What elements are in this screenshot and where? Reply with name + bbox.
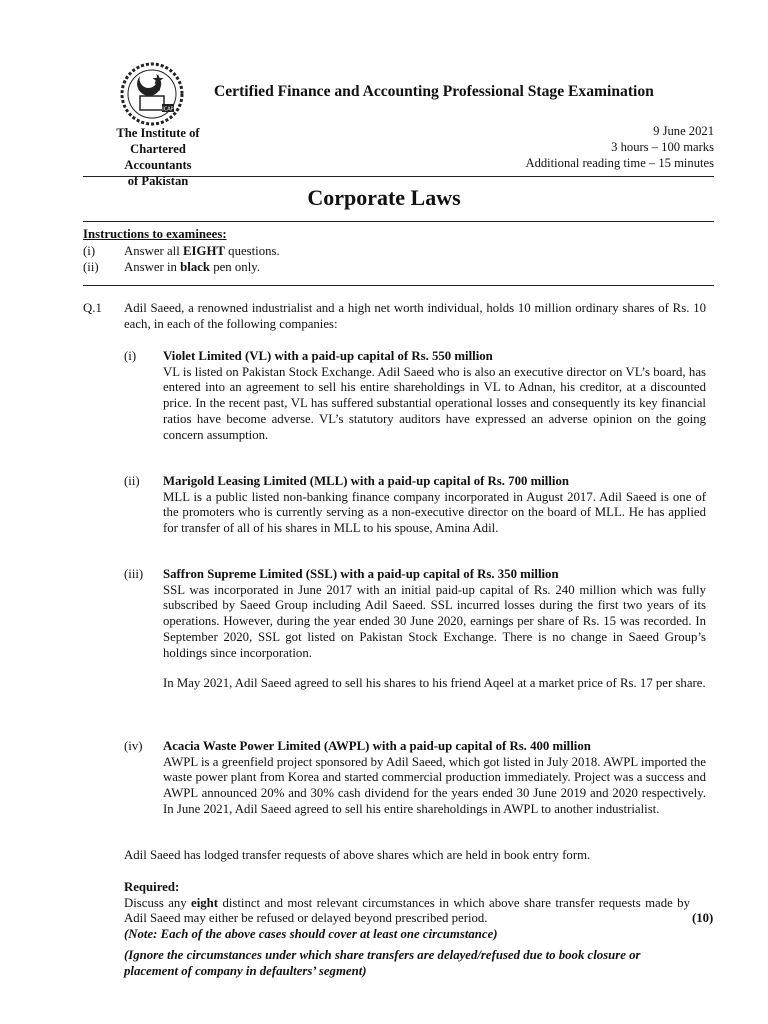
institute-line-2: Chartered Accountants [124, 142, 192, 172]
question-closing: Adil Saeed has lodged transfer requests of above shares which are held in book entry form. [124, 848, 591, 862]
subject-divider [83, 221, 714, 222]
question-intro: Adil Saeed, a renowned industrialist and a high net worth individual, holds 10 million ordinary shares of Rs. 10 each, in each of the following companies: [124, 301, 706, 331]
case-text: VL is listed on Pakistan Stock Exchange. Adil Saeed who is also an executive director on VL’s board, has entered into an agreement to sell his entire shareholdings in VL to Adnan, his creditor, at a discounted price. In the recent past, VL has suffered substantial operational losses and consequently its key financial ratios have become adverse. VL’s statutory auditors have expressed an adverse opinion on the going concern assumption. [163, 364, 706, 442]
item-number: (iv) [124, 739, 143, 753]
required-heading: Required: [124, 880, 180, 894]
instructions-divider [83, 285, 714, 286]
marks-label: (10) [692, 911, 714, 925]
item-number: (ii) [124, 474, 140, 488]
svg-text:ICAP: ICAP [162, 106, 174, 113]
instructions-heading: Instructions to examinees: [83, 227, 227, 241]
institute-logo-icon [118, 60, 186, 128]
instruction-item: (ii) Answer in black pen only. [83, 260, 261, 274]
institute-line-3: of Pakistan [127, 174, 189, 188]
institute-name [96, 125, 220, 189]
case-item-marigold [163, 474, 706, 537]
required-section [124, 880, 690, 979]
instruction-item: (i) Answer all EIGHT questions. [83, 244, 280, 258]
question-number: Q.1 [83, 301, 102, 315]
exam-reading-time: Additional reading time – 15 minutes [525, 156, 714, 170]
institute-line-1: The Institute of [116, 126, 200, 140]
exam-meta [525, 123, 714, 171]
note-2: (Ignore the circumstances under which share transfers are delayed/refused due to book closure or placement of company in defaulters’ segment) [124, 947, 641, 978]
case-item-violet [163, 349, 706, 443]
exam-date: 9 June 2021 [653, 124, 714, 138]
case-heading: Marigold Leasing Limited (MLL) with a paid-up capital of Rs. 700 million [163, 474, 569, 488]
required-text: Discuss any eight distinct and most relevant circumstances in which above share transfer requests made by Adil Saeed may either be refused or delayed beyond prescribed period. [124, 895, 690, 926]
case-text: SSL was incorporated in June 2017 with an initial paid-up capital of Rs. 240 million which was fully subscribed by Saeed Group including Adil Saeed. SSL incurred losses during the first two years of its operations. However, during the year ended 30 June 2020, earnings per share of Rs. 15 was recorded. In September 2020, SSL got listed on Pakistan Stock Exchange. There is no change in Saeed Group’s holdings since incorporation. [163, 582, 706, 660]
exam-title: Certified Finance and Accounting Professional Stage Examination [214, 83, 654, 100]
case-text-2: In May 2021, Adil Saeed agreed to sell his shares to his friend Aqeel at a market price of Rs. 17 per share. [163, 676, 706, 691]
case-heading: Acacia Waste Power Limited (AWPL) with a paid-up capital of Rs. 400 million [163, 739, 591, 753]
case-text: AWPL is a greenfield project sponsored by Adil Saeed, which got listed in July 2018. AWPL imported the waste power plant from Korea and started commercial production immediately. Project was a success and AWPL announced 20% and 30% cash dividend for the years ended 30 June 2019 and 2020 respectively. In June 2021, Adil Saeed agreed to sell his entire shareholdings in AWPL to another industrialist. [163, 754, 706, 816]
item-number: (iii) [124, 567, 144, 581]
case-text: MLL is a public listed non-banking finance company incorporated in August 2017. Adil Saeed is one of the promoters who is currently serving as a non-executive director on the board of MLL. He has applied for transfer of all of his shares in MLL to his spouse, Amina Adil. [163, 489, 706, 536]
case-item-acacia [163, 739, 706, 818]
case-heading: Saffron Supreme Limited (SSL) with a paid-up capital of Rs. 350 million [163, 567, 559, 581]
case-heading: Violet Limited (VL) with a paid-up capital of Rs. 550 million [163, 349, 493, 363]
header-divider [83, 176, 714, 177]
item-number: (i) [124, 349, 137, 363]
exam-duration: 3 hours – 100 marks [611, 140, 714, 154]
note-1: (Note: Each of the above cases should cover at least one circumstance) [124, 927, 498, 942]
case-item-saffron [163, 567, 706, 692]
subject-title: Corporate Laws [307, 185, 461, 210]
